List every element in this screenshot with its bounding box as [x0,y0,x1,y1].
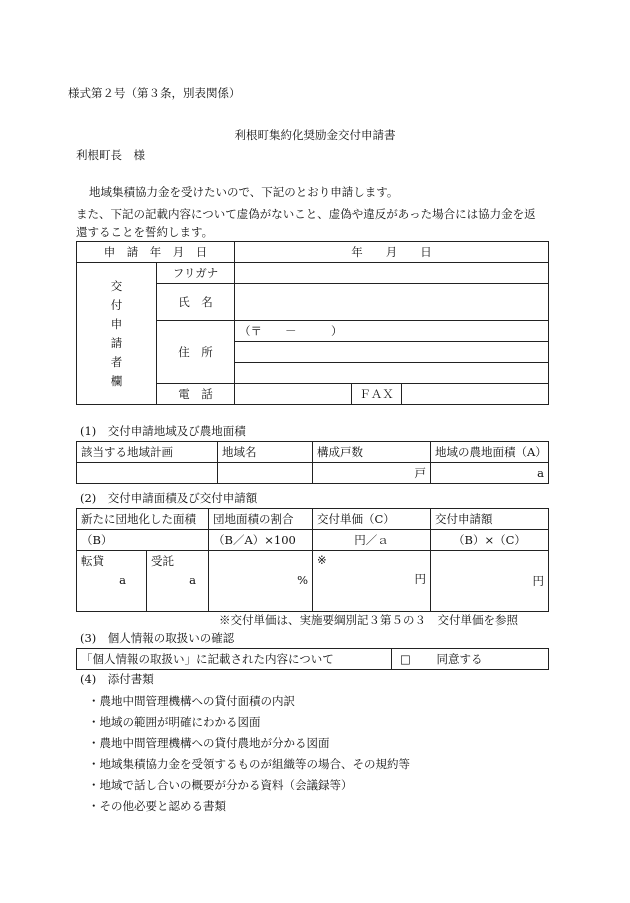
header-new-area: 新たに団地化した面積 [77,509,209,530]
rent-unit: a [119,573,126,587]
section4-heading: (4) 添付書類 [80,672,154,686]
intro-line-2: また、下記の記載内容について虚偽がないこと、虚偽や違反があった場合には協力金を返 [76,207,536,221]
section2-heading: (2) 交付申請面積及び交付申請額 [80,491,258,505]
attachment-item: ・地域で話し合いの概要が分かる資料（会議録等） [88,778,353,792]
privacy-table [76,648,549,670]
address-field-1[interactable] [235,342,549,363]
agree-cell[interactable] [392,649,549,670]
unit-price-unit: 円 [414,572,426,586]
address-label: 住 所 [157,321,235,384]
name-field[interactable] [235,284,549,321]
intro-line-3: 還することを誓約します。 [76,225,214,239]
unit-price-note: ※交付単価は、実施要綱別記３第５の３ 交付単価を参照 [219,613,518,627]
consign-unit: a [189,573,196,587]
amount-unit: 円 [532,574,544,588]
ratio-unit: % [297,573,308,587]
header-unit-price-sub: 円／ａ [313,530,431,551]
header-amount-sub: （B）×（C） [431,530,549,551]
ratio-field[interactable] [209,551,313,612]
header-ratio-sub: （B／A）×100 [209,530,313,551]
area-table [76,441,549,484]
consign-field[interactable] [147,551,209,612]
unit-price-field[interactable] [313,551,431,612]
phone-field[interactable] [235,384,352,405]
page-title: 利根町集約化奨励金交付申請書 [234,128,396,142]
amount-table [76,508,549,612]
rent-field[interactable] [77,551,147,612]
date-value[interactable]: 年 月 日 [235,242,549,263]
consign-label: 受託 [151,554,174,568]
header-unit-price: 交付単価（C） [313,509,431,530]
header-area-plan: 該当する地域計画 [77,442,218,463]
households-field[interactable]: 戸 [313,463,431,484]
phone-label: 電 話 [157,384,235,405]
form-number: 様式第２号（第３条，別表関係） [68,86,241,100]
agree-label: 同意する [436,652,483,666]
agree-checkbox[interactable]: □ [400,652,411,666]
attachment-item: ・その他必要と認める書類 [88,799,226,813]
amount-field[interactable] [431,551,549,612]
attachment-item: ・地域集積協力金を受領するものが組織等の場合、その規約等 [88,757,410,771]
farmland-area-field[interactable]: a [431,463,549,484]
intro-line-1: 地域集積協力金を受けたいので、下記のとおり申請します。 [89,185,399,199]
section1-heading: (1) 交付申請地域及び農地面積 [80,424,246,438]
unit-price-mark: ※ [317,553,327,567]
rent-label: 転貸 [81,554,104,568]
header-new-area-sub: （B） [77,530,209,551]
fax-label: ＦＡＸ [352,384,402,405]
area-plan-field[interactable] [77,463,218,484]
applicant-table [76,241,549,405]
address-field-2[interactable] [235,363,549,384]
fax-field[interactable] [402,384,549,405]
attachment-item: ・農地中間管理機構への貸付農地が分かる図面 [88,736,330,750]
privacy-statement: 「個人情報の取扱い」に記載された内容について [77,649,392,670]
header-farmland-area: 地域の農地面積（A） [431,442,549,463]
furigana-field[interactable] [235,263,549,284]
region-name-field[interactable] [218,463,313,484]
header-region-name: 地域名 [218,442,313,463]
date-label: 申 請 年 月 日 [77,242,235,263]
postal-field[interactable]: （〒 － ） [235,321,549,342]
section3-heading: (3) 個人情報の取扱いの確認 [80,631,235,645]
furigana-label: フリガナ [157,263,235,284]
name-label: 氏 名 [157,284,235,321]
header-ratio: 団地面積の割合 [209,509,313,530]
attachment-item: ・地域の範囲が明確にわかる図面 [88,715,261,729]
attachment-item: ・農地中間管理機構への貸付面積の内訳 [88,694,295,708]
header-amount: 交付申請額 [431,509,549,530]
applicant-side-label: 交 付 申 請 者 欄 [77,263,157,405]
addressee: 利根町長 様 [76,148,145,162]
header-households: 構成戸数 [313,442,431,463]
